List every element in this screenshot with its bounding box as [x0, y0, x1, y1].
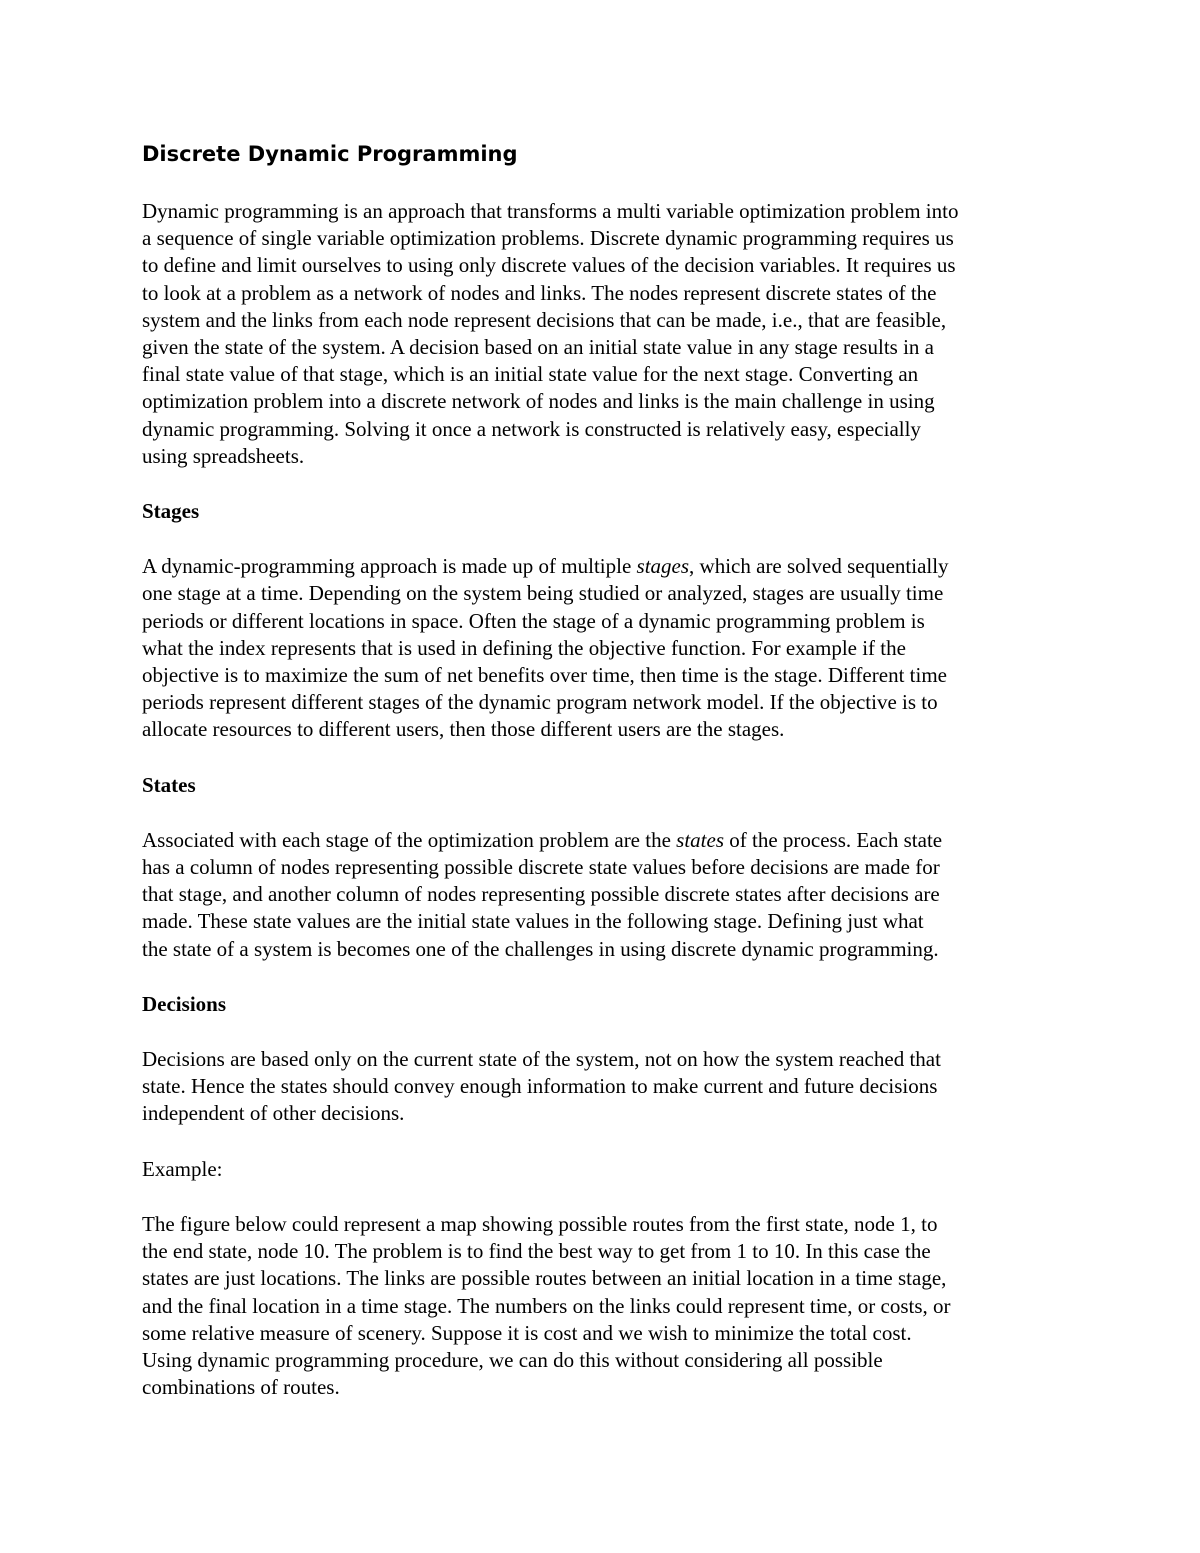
text-line: Dynamic programming is an approach that transforms a multi variable optimization problem into	[142, 199, 959, 223]
text-run: A dynamic-programming approach is made up of multiple	[142, 554, 637, 579]
text-line: final state value of that stage, which is an initial state value for the next stage. Converting an	[142, 362, 919, 387]
text-line: Decisions are based only on the current state of the system, not on how the system reached that	[142, 1047, 941, 1072]
text-line: periods or different locations in space. Often the stage of a dynamic programming problem is	[142, 608, 925, 633]
text-line: dynamic programming. Solving it once a network is constructed is relatively easy, especially	[142, 416, 921, 441]
text-line	[142, 553, 1060, 580]
section-heading-decisions: Decisions	[142, 991, 226, 1016]
section-heading-stages: Stages	[142, 499, 200, 524]
text-line: the state of a system is becomes one of the challenges in using discrete dynamic programming.	[142, 936, 939, 961]
stages-paragraph	[142, 553, 1060, 743]
example-label: Example:	[142, 1156, 223, 1181]
text-run: , which are solved sequentially	[689, 554, 949, 579]
text-line: a sequence of single variable optimization problems. Discrete dynamic programming requires us	[142, 226, 954, 251]
text-line: The figure below could represent a map showing possible routes from the first state, node 1, to	[142, 1211, 938, 1236]
text-line: that stage, and another column of nodes representing possible discrete states after decisions are	[142, 882, 940, 907]
text-line: combinations of routes.	[142, 1375, 340, 1400]
text-line: independent of other decisions.	[142, 1101, 405, 1126]
text-line: and the final location in a time stage. The numbers on the links could represent time, or costs, or	[142, 1293, 951, 1318]
page-title: Discrete Dynamic Programming	[142, 142, 518, 166]
intro-paragraph	[142, 198, 1060, 470]
text-line: has a column of nodes representing possible discrete state values before decisions are made for	[142, 855, 940, 880]
text-line: given the state of the system. A decision based on an initial state value in any stage results in a	[142, 335, 934, 360]
text-line: objective is to maximize the sum of net benefits over time, then time is the stage. Different time	[142, 663, 947, 688]
section-heading-states: States	[142, 772, 196, 797]
text-line: periods represent different stages of the dynamic program network model. If the objective is to	[142, 690, 938, 715]
emphasis-stages: stages	[636, 554, 690, 579]
emphasis-states: states	[676, 827, 725, 852]
text-line: Using dynamic programming procedure, we can do this without considering all possible	[142, 1347, 883, 1372]
text-line: using spreadsheets.	[142, 443, 305, 468]
text-line: the end state, node 10. The problem is to find the best way to get from 1 to 10. In this case the	[142, 1239, 931, 1264]
text-line: system and the links from each node represent decisions that can be made, i.e., that are feasible,	[142, 307, 947, 332]
text-line: states are just locations. The links are possible routes between an initial location in a time stage,	[142, 1266, 947, 1291]
text-line: some relative measure of scenery. Suppose it is cost and we wish to minimize the total cost.	[142, 1320, 912, 1345]
text-run: of the process. Each state	[724, 827, 943, 852]
text-line: one stage at a time. Depending on the system being studied or analyzed, stages are usually time	[142, 581, 944, 606]
text-line	[142, 827, 1060, 854]
states-paragraph	[142, 827, 1060, 963]
text-line: made. These state values are the initial state values in the following stage. Defining just what	[142, 909, 924, 934]
text-line: state. Hence the states should convey enough information to make current and future decisions	[142, 1074, 938, 1099]
example-paragraph	[142, 1211, 1060, 1401]
decisions-paragraph	[142, 1046, 1060, 1128]
text-run: Associated with each stage of the optimization problem are the	[142, 827, 677, 852]
text-line: allocate resources to different users, then those different users are the stages.	[142, 717, 785, 742]
document-page	[142, 140, 1060, 1429]
text-line: what the index represents that is used in defining the objective function. For example if the	[142, 635, 906, 660]
text-line: to define and limit ourselves to using only discrete values of the decision variables. It requires us	[142, 253, 956, 278]
text-line: to look at a problem as a network of nodes and links. The nodes represent discrete states of the	[142, 280, 937, 305]
text-line: optimization problem into a discrete network of nodes and links is the main challenge in using	[142, 389, 935, 414]
